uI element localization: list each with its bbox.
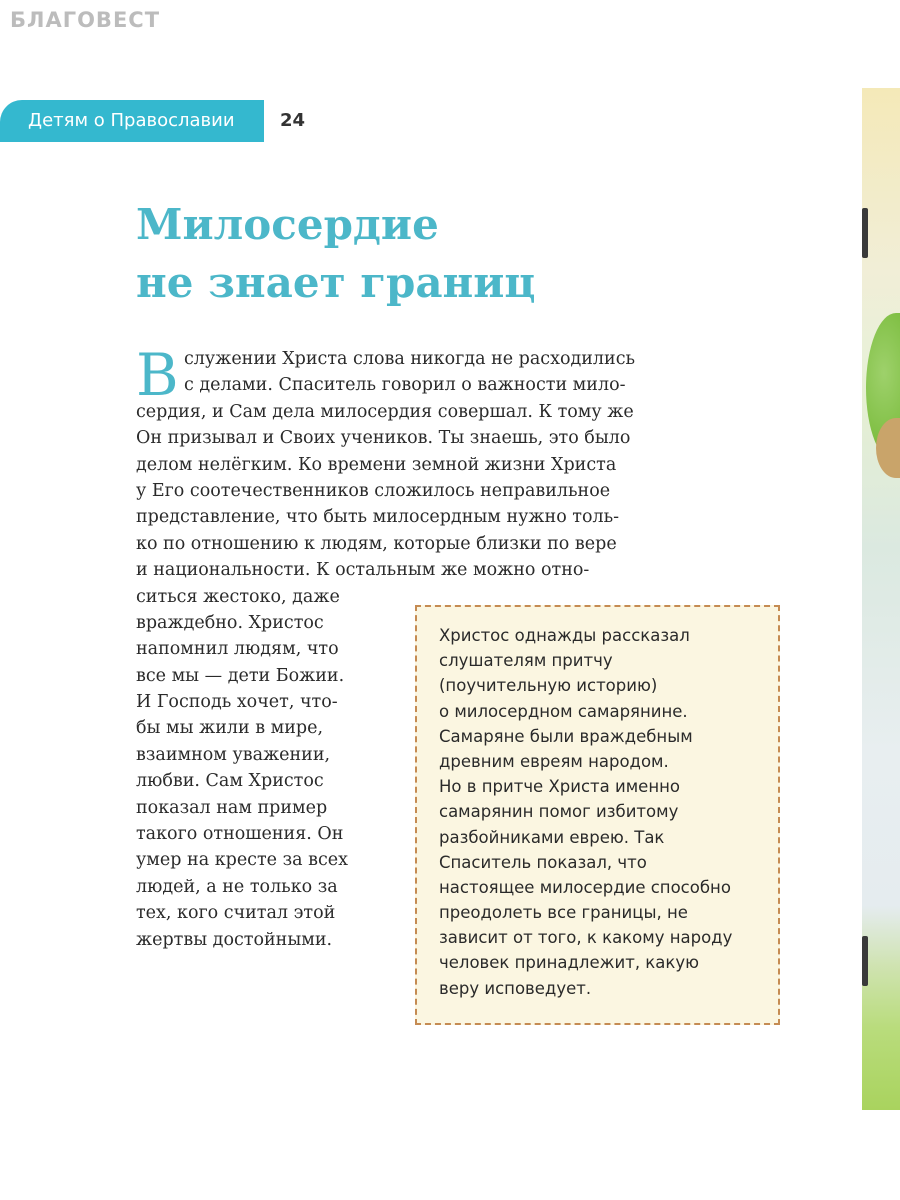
callout-line: разбойниками еврею. Так	[439, 827, 665, 847]
body-line: все мы — дети Божии.	[136, 665, 345, 686]
callout-line: слушателям притчу	[439, 651, 613, 671]
body-line: умер на кресте за всех	[136, 850, 349, 871]
callout-line: древним евреям народом.	[439, 751, 669, 771]
body-line: И Господь хочет, что-	[136, 692, 338, 713]
body-line: показал нам пример	[136, 797, 328, 818]
callout-line: веру исповедует.	[439, 978, 592, 998]
callout-box	[415, 605, 780, 1025]
watermark-logo: БЛАГОВЕСТ	[10, 8, 161, 32]
body-line: с делами. Спаситель говорил о важности мило-	[184, 375, 626, 396]
body-line: у Его соотечественников сложилось неправильное	[136, 480, 611, 501]
callout-text	[439, 623, 732, 1001]
section-tab	[0, 100, 264, 142]
callout-line: зависит от того, к какому народу	[439, 928, 733, 948]
body-line: делом нелёгким. Ко времени земной жизни Христа	[136, 454, 617, 475]
body-line: ситься жестоко, даже	[136, 586, 340, 607]
body-line: служении Христа слова никогда не расходились	[184, 349, 636, 369]
callout-line: Но в притче Христа именно	[439, 777, 680, 797]
body-line: представление, что быть милосердным нужно толь-	[136, 507, 620, 528]
body-line: Он призывал и Своих учеников. Ты знаешь, это было	[136, 428, 631, 449]
body-line: бы мы жили в мире,	[136, 718, 324, 739]
body-line: взаимном уважении,	[136, 744, 331, 765]
callout-line: Христос однажды рассказал	[439, 626, 690, 645]
section-label: Детям о Православии	[28, 110, 235, 131]
body-line: любви. Сам Христос	[136, 771, 324, 792]
body-line: тех, кого считал этой	[136, 903, 336, 924]
callout-line: (поучительную историю)	[439, 676, 658, 696]
binding-staple-top	[862, 208, 868, 258]
binding-staple-bottom	[862, 936, 868, 986]
body-line: ко по отношению к людям, которые близки по вере	[136, 533, 617, 554]
body-line: и национальности. К остальным же можно отно-	[136, 560, 590, 581]
callout-line: настоящее милосердие способно	[439, 877, 731, 897]
callout-line: о милосердном самарянине.	[439, 701, 688, 721]
page-number: 24	[280, 110, 306, 131]
body-line: враждебно. Христос	[136, 612, 324, 633]
callout-line: человек принадлежит, какую	[439, 953, 700, 973]
callout-line: преодолеть все границы, не	[439, 903, 688, 923]
page-title	[136, 196, 736, 312]
title-line-2: не знает границ	[136, 258, 536, 307]
body-line: такого отношения. Он	[136, 824, 344, 845]
callout-line: Самаряне были враждебным	[439, 726, 693, 746]
callout-line: самарянин помог избитому	[439, 802, 679, 822]
callout-line: Спаситель показал, что	[439, 852, 647, 872]
body-line: людей, а не только за	[136, 876, 338, 897]
drop-cap: В	[136, 341, 179, 409]
body-line: напомнил людям, что	[136, 639, 339, 660]
title-line-1: Милосердие	[136, 200, 439, 249]
page-illustration-edge	[862, 88, 900, 1110]
body-line: сердия, и Сам дела милосердия совершал. К тому же	[136, 401, 634, 422]
body-line: жертвы достойными.	[136, 929, 333, 950]
